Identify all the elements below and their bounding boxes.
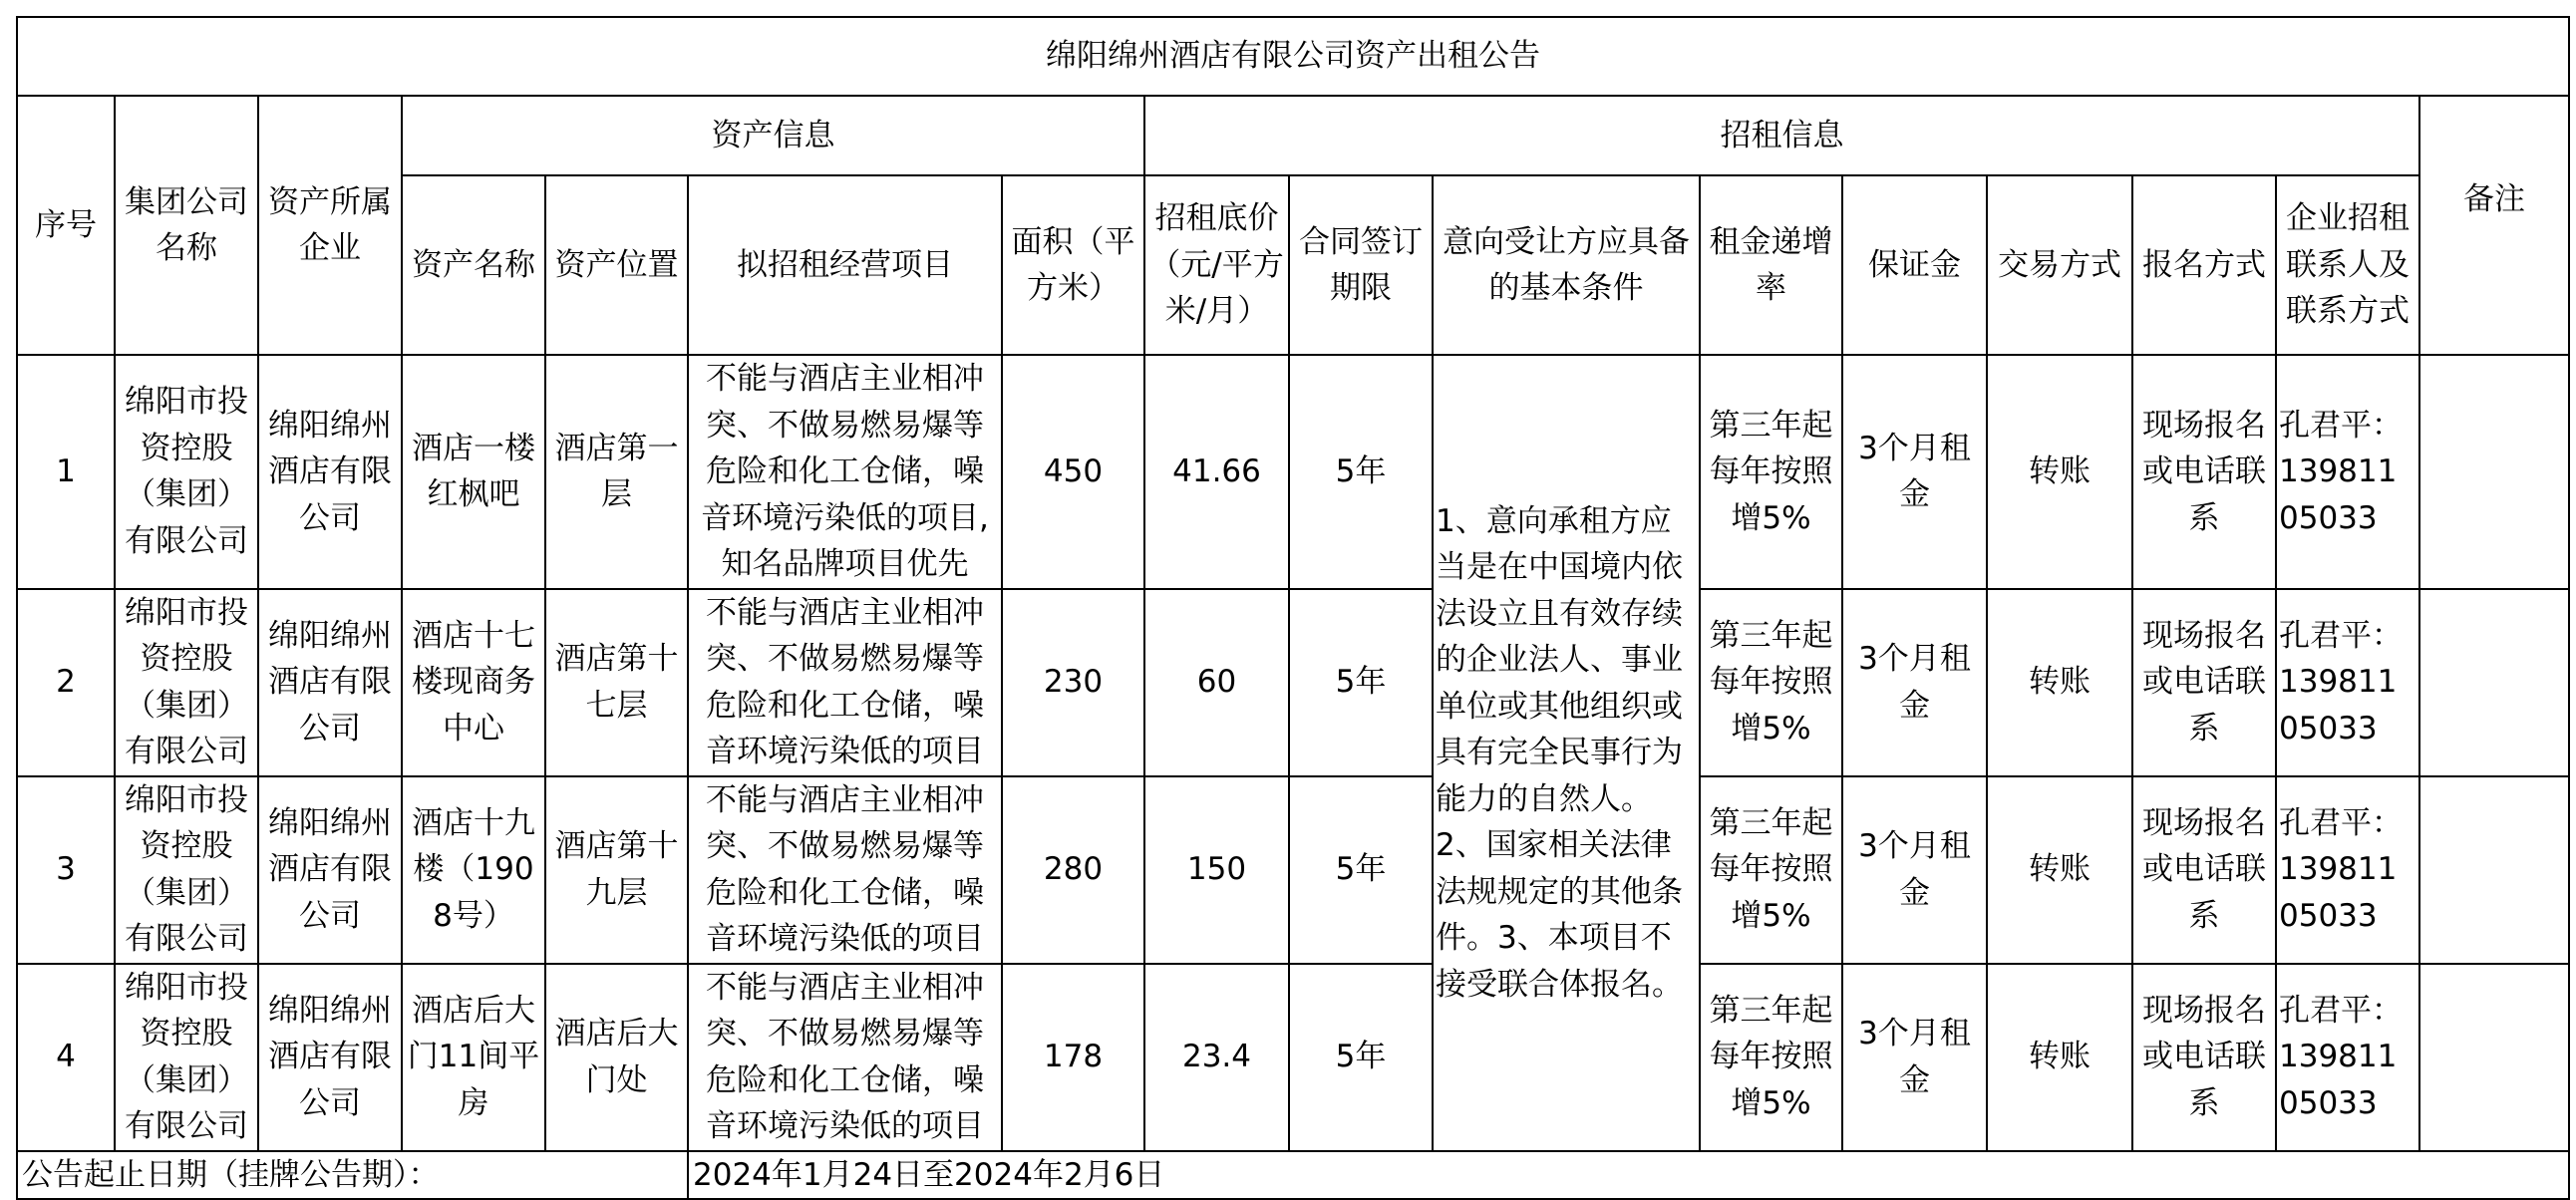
header-signup-method: 报名方式	[2132, 175, 2276, 355]
cell-group-company: 绵阳市投资控股（集团）有限公司	[115, 355, 258, 589]
cell-floor-price: 60	[1144, 589, 1289, 776]
cell-seq: 1	[17, 355, 115, 589]
cell-asset-owner: 绵阳绵州酒店有限公司	[258, 355, 402, 589]
header-asset-name: 资产名称	[402, 175, 545, 355]
cell-signup-method: 现场报名或电话联系	[2132, 355, 2276, 589]
header-rent-increase: 租金递增率	[1700, 175, 1842, 355]
cell-rent-increase: 第三年起每年按照增5%	[1700, 776, 1842, 964]
lease-announcement-table	[16, 16, 2570, 1200]
cell-area: 178	[1002, 964, 1144, 1151]
cell-seq: 4	[17, 964, 115, 1151]
cell-signup-method: 现场报名或电话联系	[2132, 964, 2276, 1151]
header-asset-info: 资产信息	[402, 96, 1144, 175]
cell-transaction-method: 转账	[1987, 589, 2132, 776]
cell-rent-increase: 第三年起每年按照增5%	[1700, 589, 1842, 776]
cell-asset-name: 酒店后大门11间平房	[402, 964, 545, 1151]
cell-deposit: 3个月租金	[1842, 776, 1987, 964]
header-seq: 序号	[17, 96, 115, 355]
header-conditions: 意向受让方应具备的基本条件	[1433, 175, 1700, 355]
cell-group-company: 绵阳市投资控股（集团）有限公司	[115, 589, 258, 776]
announcement-title: 绵阳绵州酒店有限公司资产出租公告	[17, 17, 2569, 96]
cell-asset-owner: 绵阳绵州酒店有限公司	[258, 776, 402, 964]
cell-contact: 孔君平：13981105033	[2276, 589, 2419, 776]
cell-floor-price: 23.4	[1144, 964, 1289, 1151]
header-contact: 企业招租联系人及联系方式	[2276, 175, 2419, 355]
cell-remark	[2419, 964, 2569, 1151]
table-row	[17, 776, 2569, 964]
cell-transaction-method: 转账	[1987, 776, 2132, 964]
cell-business-scope: 不能与酒店主业相冲突、不做易燃易爆等危险和化工仓储，噪音环境污染低的项目,知名品牌项目优先	[688, 355, 1002, 589]
cell-asset-location: 酒店第十九层	[545, 776, 688, 964]
header-deposit: 保证金	[1842, 175, 1987, 355]
cell-deposit: 3个月租金	[1842, 964, 1987, 1151]
cell-business-scope: 不能与酒店主业相冲突、不做易燃易爆等危险和化工仓储，噪音环境污染低的项目	[688, 964, 1002, 1151]
header-area: 面积（平方米）	[1002, 175, 1144, 355]
cell-business-scope: 不能与酒店主业相冲突、不做易燃易爆等危险和化工仓储，噪音环境污染低的项目	[688, 776, 1002, 964]
cell-seq: 2	[17, 589, 115, 776]
cell-contract-term: 5年	[1289, 964, 1433, 1151]
cell-asset-name: 酒店十七楼现商务中心	[402, 589, 545, 776]
cell-conditions: 1、意向承租方应当是在中国境内依法设立且有效存续的企业法人、事业单位或其他组织或具有完全民事行为能力的自然人。2、国家相关法律法规规定的其他条件。3、本项目不接受联合体报名。	[1433, 355, 1700, 1151]
cell-seq: 3	[17, 776, 115, 964]
cell-asset-location: 酒店第十七层	[545, 589, 688, 776]
cell-contract-term: 5年	[1289, 589, 1433, 776]
header-transaction-method: 交易方式	[1987, 175, 2132, 355]
announcement-period-label: 公告起止日期（挂牌公告期）：	[17, 1151, 688, 1200]
cell-contact: 孔君平：13981105033	[2276, 355, 2419, 589]
cell-asset-name: 酒店十九楼（1908号）	[402, 776, 545, 964]
cell-business-scope: 不能与酒店主业相冲突、不做易燃易爆等危险和化工仓储，噪音环境污染低的项目	[688, 589, 1002, 776]
cell-rent-increase: 第三年起每年按照增5%	[1700, 355, 1842, 589]
cell-asset-location: 酒店后大门处	[545, 964, 688, 1151]
cell-remark	[2419, 589, 2569, 776]
cell-asset-owner: 绵阳绵州酒店有限公司	[258, 964, 402, 1151]
cell-contact: 孔君平：13981105033	[2276, 964, 2419, 1151]
cell-contract-term: 5年	[1289, 776, 1433, 964]
header-asset-owner: 资产所属企业	[258, 96, 402, 355]
cell-asset-name: 酒店一楼红枫吧	[402, 355, 545, 589]
cell-group-company: 绵阳市投资控股（集团）有限公司	[115, 776, 258, 964]
cell-remark	[2419, 355, 2569, 589]
cell-asset-location: 酒店第一层	[545, 355, 688, 589]
cell-area: 230	[1002, 589, 1144, 776]
cell-floor-price: 150	[1144, 776, 1289, 964]
announcement-period-value: 2024年1月24日至2024年2月6日	[688, 1151, 2569, 1200]
cell-group-company: 绵阳市投资控股（集团）有限公司	[115, 964, 258, 1151]
header-remark: 备注	[2419, 96, 2569, 355]
cell-deposit: 3个月租金	[1842, 355, 1987, 589]
cell-contact: 孔君平：13981105033	[2276, 776, 2419, 964]
cell-transaction-method: 转账	[1987, 355, 2132, 589]
header-lease-info: 招租信息	[1144, 96, 2419, 175]
header-group-company: 集团公司名称	[115, 96, 258, 355]
cell-deposit: 3个月租金	[1842, 589, 1987, 776]
cell-signup-method: 现场报名或电话联系	[2132, 589, 2276, 776]
cell-area: 450	[1002, 355, 1144, 589]
cell-signup-method: 现场报名或电话联系	[2132, 776, 2276, 964]
cell-floor-price: 41.66	[1144, 355, 1289, 589]
cell-remark	[2419, 776, 2569, 964]
header-contract-term: 合同签订期限	[1289, 175, 1433, 355]
cell-asset-owner: 绵阳绵州酒店有限公司	[258, 589, 402, 776]
header-asset-location: 资产位置	[545, 175, 688, 355]
table-row	[17, 964, 2569, 1151]
table-row	[17, 589, 2569, 776]
cell-rent-increase: 第三年起每年按照增5%	[1700, 964, 1842, 1151]
cell-contract-term: 5年	[1289, 355, 1433, 589]
header-floor-price: 招租底价（元/平方米/月）	[1144, 175, 1289, 355]
cell-transaction-method: 转账	[1987, 964, 2132, 1151]
cell-area: 280	[1002, 776, 1144, 964]
header-business-scope: 拟招租经营项目	[688, 175, 1002, 355]
table-row	[17, 355, 2569, 589]
